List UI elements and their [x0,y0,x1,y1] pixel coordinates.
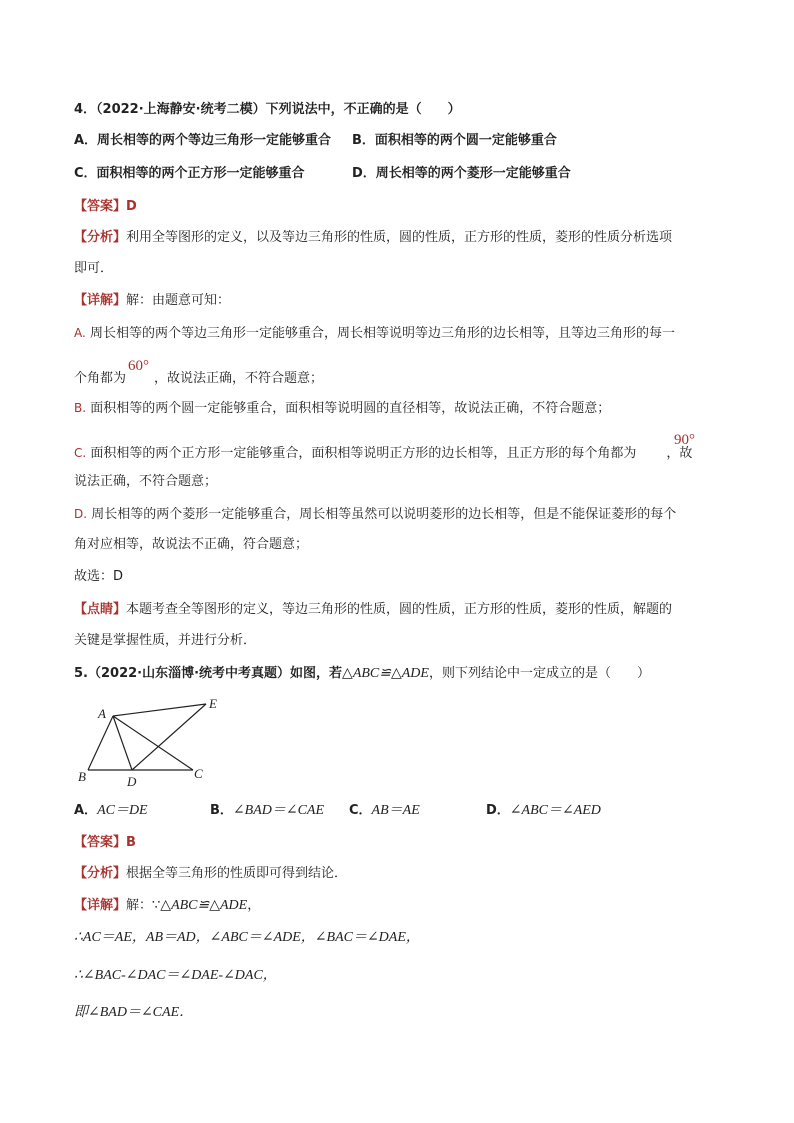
vertex-label-e: E [209,696,217,711]
q4-detail: 【详解】解：由题意可知： [74,293,231,308]
q4-comment-cont: 关键是掌握性质，并进行分析． [74,633,257,648]
angle-60-value: 60° [128,358,149,374]
q4-analysis: 【分析】利用全等图形的定义，以及等边三角形的性质，圆的性质，正方形的性质，菱形的性质分析选项 [74,230,673,245]
q4-option-b: B．面积相等的两个圆一定能够重合 [352,133,557,148]
q4-option-d: D．周长相等的两个菱形一定能够重合 [352,166,571,181]
q4-analysis-cont: 即可． [74,261,114,276]
q5-option-d: D．∠ABC＝∠AED [486,803,601,818]
vertex-label-d: D [127,774,137,789]
q5-step-3: ∴∠BAC-∠DAC＝∠DAE-∠DAC， [74,968,277,983]
vertex-label-a: A [98,706,106,721]
q4-choose: 故选：D [74,569,124,584]
q4-detail-c: C. 面积相等的两个正方形一定能够重合，面积相等说明正方形的边长相等，且正方形的每个角都为 ，故 [74,446,693,461]
q5-step-4: 即∠BAD＝∠CAE． [74,1005,194,1020]
q5-detail: 【详解】解：∵△ABC≌△ADE， [74,898,261,913]
q5-option-b: B．∠BAD＝∠CAE [210,803,325,818]
q5-step-2: ∴AC＝AE，AB＝AD，∠ABC＝∠ADE，∠BAC＝∠DAE， [74,930,420,945]
q4-detail-a: A. 周长相等的两个等边三角形一定能够重合，周长相等说明等边三角形的边长相等，且等边三角形的每一 [74,326,675,341]
q4-detail-a-cont: 个角都为 ，故说法正确，不符合题意； [74,371,324,386]
q5-answer: 【答案】B [74,835,136,850]
angle-90-value: 90° [674,432,695,448]
vertex-label-c: C [194,766,203,781]
q4-answer: 【答案】D [74,199,137,214]
triangle-figure [76,694,236,790]
q4-detail-d: D. 周长相等的两个菱形一定能够重合，周长相等虽然可以说明菱形的边长相等，但是不能保证菱形的每个 [74,507,677,522]
q4-option-c: C．面积相等的两个正方形一定能够重合 [74,166,305,181]
q5-option-a: A．AC＝DE [74,803,148,818]
q4-detail-c-cont: 说法正确，不符合题意； [74,474,218,489]
q4-comment: 【点睛】本题考查全等图形的定义，等边三角形的性质，圆的性质，正方形的性质，菱形的性质，解题的 [74,602,673,617]
q4-title: 4．（2022·上海静安·统考二模）下列说法中，不正确的是（ ） [74,102,461,117]
q4-option-a: A．周长相等的两个等边三角形一定能够重合 [74,133,332,148]
vertex-label-b: B [78,769,86,784]
q5-option-c: C．AB＝AE [349,803,420,818]
q5-title: 5.（2022·山东淄博·统考中考真题）如图，若△ABC≌△ADE，则下列结论中一定成立的是（ ） [74,666,650,681]
q5-analysis: 【分析】根据全等三角形的性质即可得到结论． [74,866,348,881]
q4-detail-d-cont: 角对应相等，故说法不正确，符合题意； [74,537,309,552]
q4-detail-b: B. 面积相等的两个圆一定能够重合，面积相等说明圆的直径相等，故说法正确，不符合题意； [74,401,611,416]
